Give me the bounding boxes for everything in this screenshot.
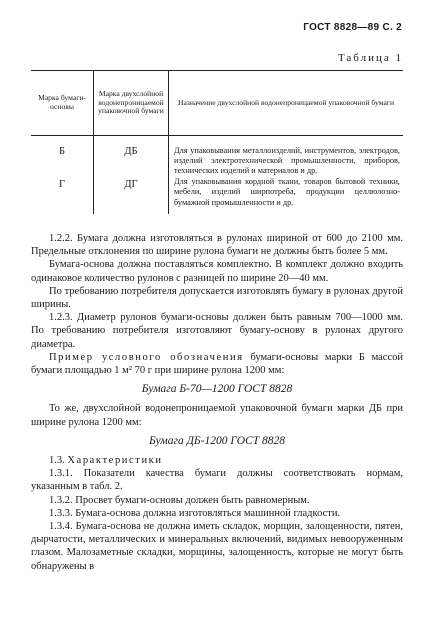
designation-example-heading: Пример условного обозначения: [49, 351, 244, 363]
section-heading-1-3: [31, 454, 403, 467]
paragraph-1-2-2: 1.2.2. Бумага должна изготовляться в рулонах шириной от 600 до 2100 мм. Предельные отклонения по ширине рулона бумаги не должны быть более 5 мм.: [31, 233, 403, 258]
cell-purpose: Для упаковывания металлоизделий, инструментов, электродов, изделий электротехнической промышленности, приборов, технических изделий и материалов и др.: [169, 136, 404, 177]
paragraph-designation-example: [31, 351, 403, 377]
page-header: ГОСТ 8828—89 С. 2: [303, 22, 402, 33]
cell-paper-grade: ДБ: [94, 136, 169, 177]
paragraph-1-3-3: 1.3.3. Бумага-основа должна изготовляться машинной гладкости.: [49, 507, 341, 519]
section-title: Характеристики: [67, 455, 163, 467]
paragraph-1-3-1: 1.3.1. Показатели качества бумаги должны соответствовать нормам, указанным в табл. 2.: [31, 468, 403, 493]
body-text: [31, 232, 403, 573]
paragraph-same-two-layer: То же, двухслойной водонепроницаемой упаковочной бумаги марки ДБ при ширине рулона 1200 мм:: [31, 403, 403, 428]
table-row: [31, 136, 403, 177]
designation-example-2: Бумага ДБ-1200 ГОСТ 8828: [148, 434, 286, 447]
cell-paper-grade: ДГ: [94, 176, 169, 213]
cell-base-grade: Г: [58, 179, 66, 191]
designation-example-1: Бумага Б-70—1200 ГОСТ 8828: [141, 383, 293, 396]
paragraph-other-width: По требованию потребителя допускается изготовлять бумагу в рулонах другой ширины.: [31, 285, 403, 311]
table-row: [31, 176, 403, 213]
designation-example-text: бумаги-основы марки Б массой бумаги площадью 1 м² 70 г при ширине рулона 1200 мм:: [31, 351, 404, 377]
paragraph-1-2-3: 1.2.3. Диаметр рулонов бумаги-основы должен быть равным 700—1000 мм. По требованию потребителя изготовляют бумагу-основу в рулонах другого диаметра.: [31, 312, 403, 350]
table-label: Таблица 1: [337, 52, 403, 64]
cell-base-grade: Б: [58, 146, 66, 157]
table-1: [31, 70, 403, 214]
column-header-base-grade: Марка бумаги-основы: [31, 71, 94, 136]
section-number: 1.3.: [49, 455, 68, 467]
column-header-purpose: Назначение двухслойной водонепроницаемой упаковочной бумаги: [169, 71, 404, 136]
paragraph-1-3-2: 1.3.2. Просвет бумаги-основы должен быть равномерным.: [49, 494, 310, 506]
paragraph-complete-delivery: Бумага-основа должна поставляться комплектно. В комплект должно входить одинаковое количество рулонов с разницей по ширине 20—40 мм.: [31, 259, 403, 284]
column-header-paper-grade: Марка двухслойной водонепроницаемой упаковочной бумаги: [94, 71, 169, 136]
cell-purpose: Для упаковывания кордной ткани, товаров бытовой техники, мебели, изделий ширпотреба, продукции целлюлозно-бумажной промышленности и др.: [169, 176, 404, 213]
table-header-row: [31, 71, 403, 136]
paragraph-1-3-4: 1.3.4. Бумага-основа не должна иметь складок, морщин, залощенности, пятен, дырчатости, металлических и минеральных включений, видимых невооруженным глазом. Малозаметные складки, морщины, залощенность, которые не могут быть обнаружены в: [31, 521, 403, 572]
